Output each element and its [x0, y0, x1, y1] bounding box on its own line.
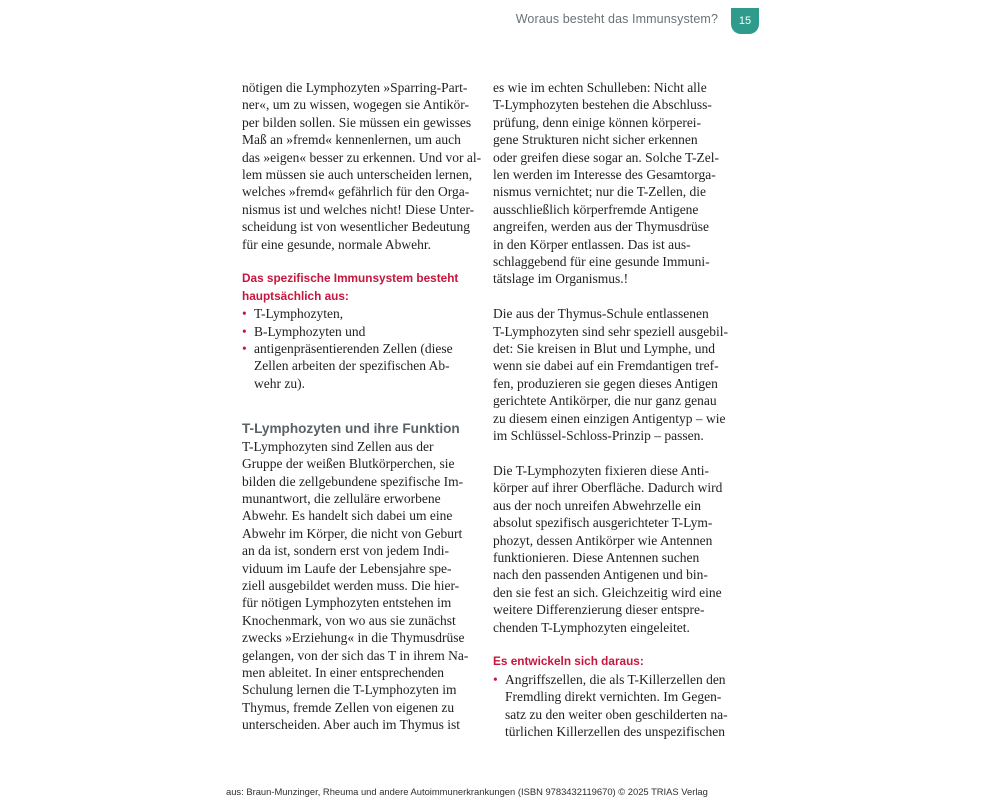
text-line: • antigenpräsentierenden Zellen (diese [254, 341, 453, 357]
text-line: phozyt, dessen Antikörper wie Antennen [493, 532, 713, 548]
info-box-heading [242, 270, 474, 305]
right-paragraph-2 [493, 305, 728, 444]
text-line: nismus ist und welches nicht! Diese Unter- [242, 201, 475, 217]
text-line: Knochenmark, von wo aus sie zunächst [242, 612, 456, 628]
text-line: • Angriffszellen, die als T-Killerzellen den [505, 671, 726, 687]
text-line: im Schlüssel-Schloss-Prinzip – passen. [493, 428, 704, 444]
text-line: ziell ausgebildet werden muss. Die hier- [242, 577, 460, 593]
text-line: wehr zu). [254, 375, 305, 391]
box-heading-line: hauptsächlich aus: [242, 288, 349, 303]
text-line: türlichen Killerzellen des unspezifischen [505, 723, 726, 739]
text-line: det: Sie kreisen in Blut und Lymphe, und [493, 341, 715, 357]
text-line: gene Strukturen nicht sicher erkennen [493, 132, 698, 148]
text-line: scheidung ist von wesentlicher Bedeutung [242, 219, 470, 235]
text-line: Die T-Lymphozyten fixieren diese Anti- [493, 462, 709, 478]
page-number-badge [731, 8, 759, 34]
developed-cells-list [493, 671, 728, 741]
text-line: gerichtete Antikörper, die nur ganz genau [493, 393, 717, 409]
text-line: per bilden sollen. Sie müssen ein gewisses [242, 114, 472, 130]
text-line: in den Körper entlassen. Das ist aus- [493, 236, 691, 252]
immune-components-list [242, 305, 474, 392]
box-heading-line: Es entwickeln sich daraus: [493, 654, 644, 669]
text-line: men ableitet. In einer entsprechenden [242, 664, 445, 680]
info-box-heading [493, 653, 725, 670]
text-line: fen, produzieren sie gegen dieses Antigen [493, 375, 718, 391]
text-line: nach den passenden Antigenen und bin- [493, 567, 708, 583]
text-line: Abwehr. Es handelt sich dabei um eine [242, 508, 453, 524]
text-line: satz zu den weiter oben geschilderten na- [505, 706, 728, 722]
text-line: zwecks »Erziehung« in die Thymusdrüse [242, 630, 465, 646]
text-line: an da ist, sondern erst von jedem Indi- [242, 543, 449, 559]
text-line: viduum im Laufe der Lebensjahre spe- [242, 560, 452, 576]
text-line: für nötigen Lymphozyten entstehen im [242, 595, 452, 611]
list-item [242, 305, 474, 322]
box-heading-line: Das spezifische Immunsystem besteht [242, 271, 459, 286]
text-line: unterscheiden. Aber auch im Thymus ist [242, 717, 460, 733]
text-line: • B-Lymphozyten und [254, 323, 366, 339]
list-item [493, 671, 728, 741]
text-line: len werden im Interesse des Gesamtorga- [493, 167, 716, 183]
text-line: ner«, um zu wissen, wogegen sie Antikör- [242, 97, 469, 113]
text-line: Abwehr im Körper, die nicht von Geburt [242, 525, 463, 541]
text-line: Fremdling direkt vernichten. Im Gegen- [505, 689, 722, 705]
text-line: es wie im echten Schulleben: Nicht alle [493, 80, 707, 95]
text-line: oder greifen diese sogar an. Solche T-Zel- [493, 149, 720, 165]
text-line: körper auf ihrer Oberfläche. Dadurch wird [493, 480, 723, 496]
text-line: chenden T-Lymphozyten eingeleitet. [493, 619, 690, 635]
text-line: Die aus der Thymus-Schule entlassenen [493, 306, 709, 322]
text-line: den sie fest an sich. Gleichzeitig wird eine [493, 584, 722, 600]
list-item [242, 340, 474, 392]
text-line: ausschließlich körperfremde Antigene [493, 201, 699, 217]
text-line: schlaggebend für eine gesunde Immuni- [493, 254, 710, 270]
left-paragraph-1 [242, 79, 482, 253]
left-column [242, 79, 482, 734]
text-line: weitere Differenzierung dieser entspre- [493, 602, 705, 618]
text-line: Gruppe der weißen Blutkörperchen, sie [242, 456, 455, 472]
text-line: lem müssen sie auch unterscheiden lernen, [242, 167, 473, 183]
text-line: absolut spezifisch ausgerichteter T-Lym- [493, 515, 713, 531]
source-footer: aus: Braun-Munzinger, Rheuma und andere Autoimmunerkrankungen (ISBN 9783432119670) © 2025 TRIAS Verlag [226, 786, 708, 797]
left-paragraph-2 [242, 438, 474, 734]
text-line: munantwort, die zelluläre erworbene [242, 490, 441, 506]
text-line: tätslage im Organismus.! [493, 271, 629, 287]
right-paragraph-3 [493, 462, 725, 636]
right-column [493, 79, 728, 740]
text-line: aus der noch unreifen Abwehrzelle ein [493, 497, 702, 513]
text-line: Maß an »fremd« kennenlernen, um auch [242, 132, 461, 148]
text-line: nötigen die Lymphozyten »Sparring-Part- [242, 80, 468, 95]
right-paragraph-1 [493, 79, 725, 288]
text-line: bilden die zellgebundene spezifische Im- [242, 473, 464, 489]
text-line: zu diesem einen einzigen Antigentyp – wie [493, 410, 726, 426]
text-line: Schulung lernen die T-Lymphozyten im [242, 682, 457, 698]
section-heading: T-Lymphozyten und ihre Funktion [242, 420, 460, 436]
text-line: Zellen arbeiten der spezifischen Ab- [254, 358, 450, 374]
text-line: gelangen, von der sich das T in ihrem Na- [242, 647, 469, 663]
running-header-title: Woraus besteht das Immunsystem? [515, 12, 718, 26]
text-line: T-Lymphozyten sind sehr speziell ausgebil- [493, 323, 728, 339]
page-number: 15 [738, 15, 752, 27]
text-line: das »eigen« besser zu erkennen. Und vor al- [242, 149, 482, 165]
text-line: T-Lymphozyten sind Zellen aus der [242, 438, 434, 454]
text-line: angreifen, werden aus der Thymusdrüse [493, 219, 710, 235]
list-item [242, 323, 474, 340]
text-line: welches »fremd« gefährlich für den Orga- [242, 184, 470, 200]
text-line: wenn sie dabei auf ein Fremdantigen tref- [493, 358, 719, 374]
text-line: nismus vernichtet; nur die T-Zellen, die [493, 184, 706, 200]
text-line: prüfung, denn einige können körperei- [493, 114, 702, 130]
text-line: funktionieren. Diese Antennen suchen [493, 549, 700, 565]
text-line: • T-Lymphozyten, [254, 306, 344, 322]
text-line: Thymus, fremde Zellen von eigenen zu [242, 699, 455, 715]
text-line: für eine gesunde, normale Abwehr. [242, 236, 431, 252]
text-line: T-Lymphozyten bestehen die Abschluss- [493, 97, 712, 113]
